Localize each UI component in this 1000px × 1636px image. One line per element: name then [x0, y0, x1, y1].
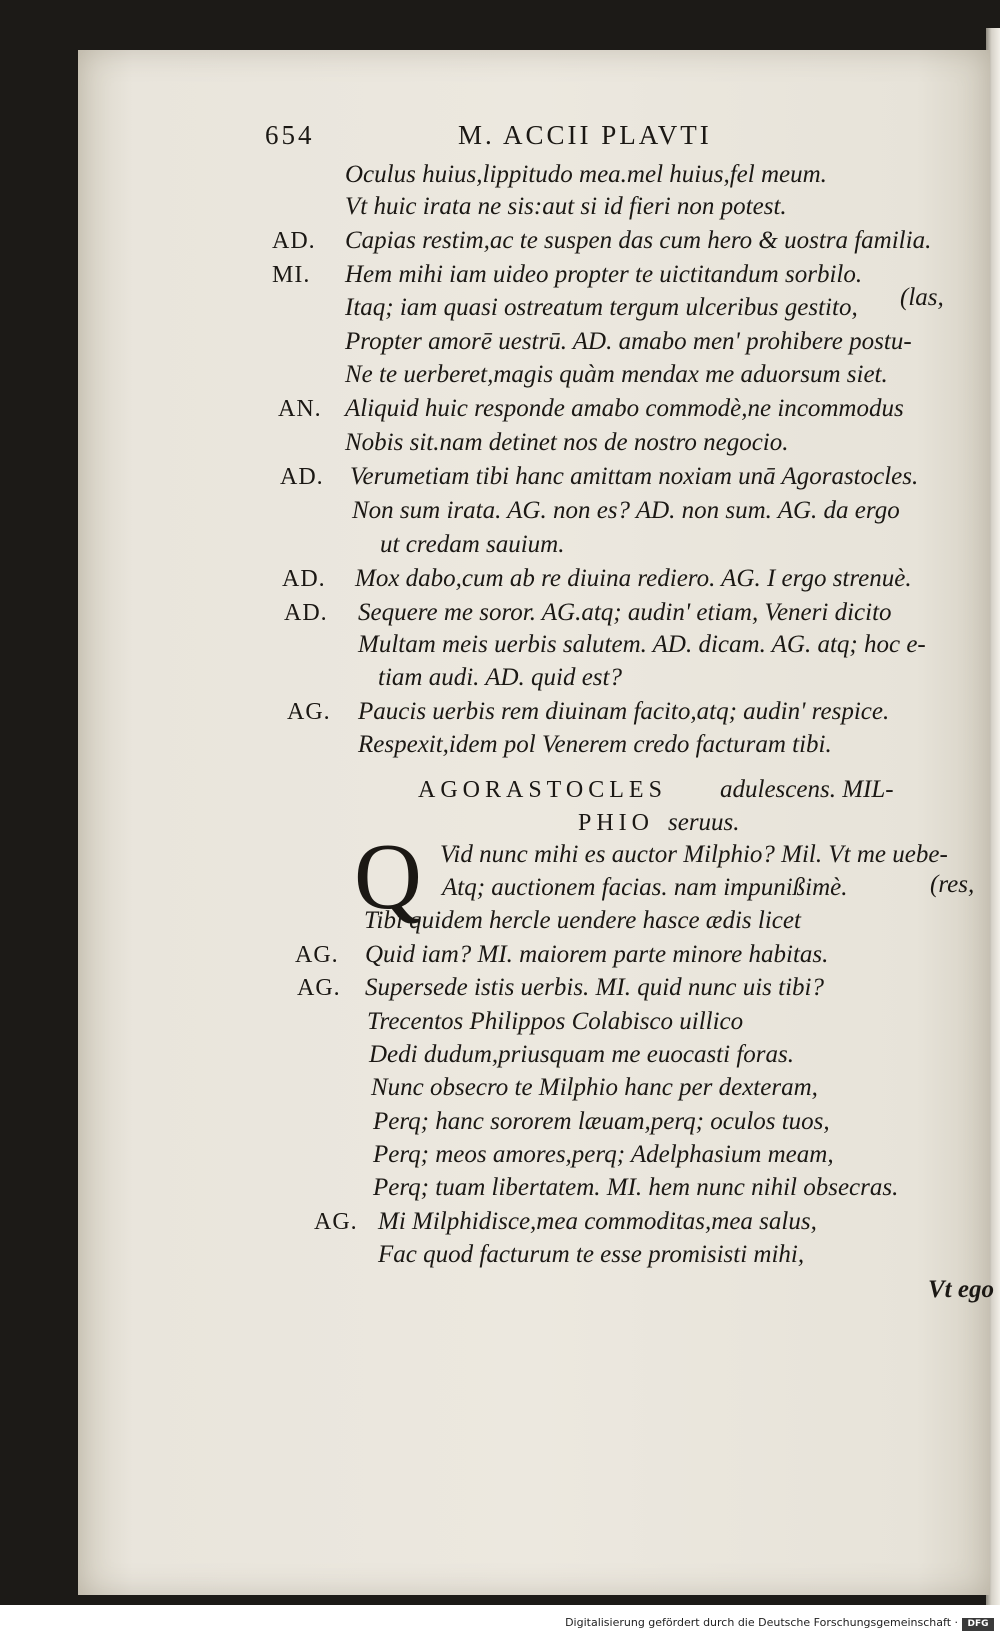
- overflow-las: (las,: [900, 284, 944, 311]
- scene-heading-caps-2: PHIO: [578, 810, 655, 836]
- speaker-label: AD.: [282, 566, 326, 592]
- speaker-label: AN.: [278, 396, 322, 422]
- speaker-label: AG.: [287, 699, 331, 725]
- verse-line: Propter amorē uestrū. AD. amabo men' prohibere postu-: [345, 328, 912, 355]
- verse-line: Oculus huius,lippitudo mea.mel huius,fel meum.: [345, 161, 827, 188]
- drop-cap-initial: Q: [354, 825, 422, 929]
- verse-line: Paucis uerbis rem diuinam facito,atq; audin' respice.: [358, 698, 890, 725]
- speaker-label: AD.: [284, 600, 328, 626]
- running-title: M. ACCII PLAVTI: [458, 120, 712, 150]
- verse-line: Atq; auctionem facias. nam impunißimè.: [442, 874, 848, 901]
- page-number: 654: [265, 120, 315, 150]
- verse-line: Dedi dudum,priusquam me euocasti foras.: [369, 1041, 794, 1068]
- scene-heading-caps-1: AGORASTOCLES: [418, 777, 667, 803]
- verse-line: Quid iam? MI. maiorem parte minore habitas.: [365, 941, 829, 968]
- verse-line: Respexit,idem pol Venerem credo facturam tibi.: [358, 731, 832, 758]
- verse-line: Perq; meos amores,perq; Adelphasium meam,: [373, 1141, 834, 1168]
- speaker-label: AG.: [295, 942, 339, 968]
- speaker-label: AG.: [314, 1209, 358, 1235]
- verse-line: tiam audi. AD. quid est?: [378, 664, 622, 691]
- verse-line: Vid nunc mihi es auctor Milphio? Mil. Vt me uebe-: [440, 841, 948, 868]
- verse-line: Itaq; iam quasi ostreatum tergum ulceribus gestito,: [345, 294, 858, 321]
- speaker-label: AD.: [272, 228, 316, 254]
- verse-line: Fac quod facturum te esse promisisti mihi,: [378, 1241, 805, 1268]
- verse-line: Trecentos Philippos Colabisco uillico: [367, 1008, 744, 1035]
- verse-line: Sequere me soror. AG.atq; audin' etiam, Veneri dicito: [358, 599, 892, 626]
- speaker-label: AG.: [297, 975, 341, 1001]
- verse-line: Verumetiam tibi hanc amittam noxiam unā Agorastocles.: [350, 463, 919, 490]
- catchword: Vt ego: [928, 1276, 994, 1303]
- scene-heading-rest-1: adulescens. MIL-: [720, 776, 894, 803]
- speaker-label: AD.: [280, 464, 324, 490]
- footer-credit: Digitalisierung gefördert durch die Deutsche Forschungsgemeinschaft ·: [565, 1616, 958, 1629]
- verse-line: Mi Milphidisce,mea commoditas,mea salus,: [378, 1208, 817, 1235]
- verse-line: Vt huic irata ne sis:aut si id fieri non potest.: [345, 193, 787, 220]
- overflow-res: (res,: [930, 871, 975, 898]
- speaker-label: MI.: [272, 262, 311, 288]
- verse-line: Ne te uerberet,magis quàm mendax me aduorsum siet.: [345, 361, 888, 388]
- verse-line: Perq; tuam libertatem. MI. hem nunc nihil obsecras.: [373, 1174, 899, 1201]
- dfg-logo: DFG: [962, 1618, 994, 1631]
- verse-line: Non sum irata. AG. non es? AD. non sum. AG. da ergo: [352, 497, 900, 524]
- verse-line: ut credam sauium.: [380, 531, 565, 558]
- verse-line: Aliquid huic responde amabo commodè,ne incommodus: [345, 395, 904, 422]
- verse-line: Perq; hanc sororem læuam,perq; oculos tuos,: [373, 1108, 830, 1135]
- verse-line: Tibi quidem hercle uendere hasce ædis licet: [364, 907, 801, 934]
- verse-line: Multam meis uerbis salutem. AD. dicam. AG. atq; hoc e-: [358, 631, 926, 658]
- verse-line: Hem mihi iam uideo propter te uictitandum sorbilo.: [345, 261, 863, 288]
- verse-line: Supersede istis uerbis. MI. quid nunc uis tibi?: [365, 974, 824, 1001]
- scene-heading-rest-2: seruus.: [668, 809, 740, 836]
- verse-line: Nunc obsecro te Milphio hanc per dexteram,: [371, 1074, 818, 1101]
- verse-line: Nobis sit.nam detinet nos de nostro negocio.: [345, 429, 789, 456]
- verse-line: Capias restim,ac te suspen das cum hero & uostra familia.: [345, 227, 932, 254]
- verse-line: Mox dabo,cum ab re diuina rediero. AG. I ergo strenuè.: [355, 565, 912, 592]
